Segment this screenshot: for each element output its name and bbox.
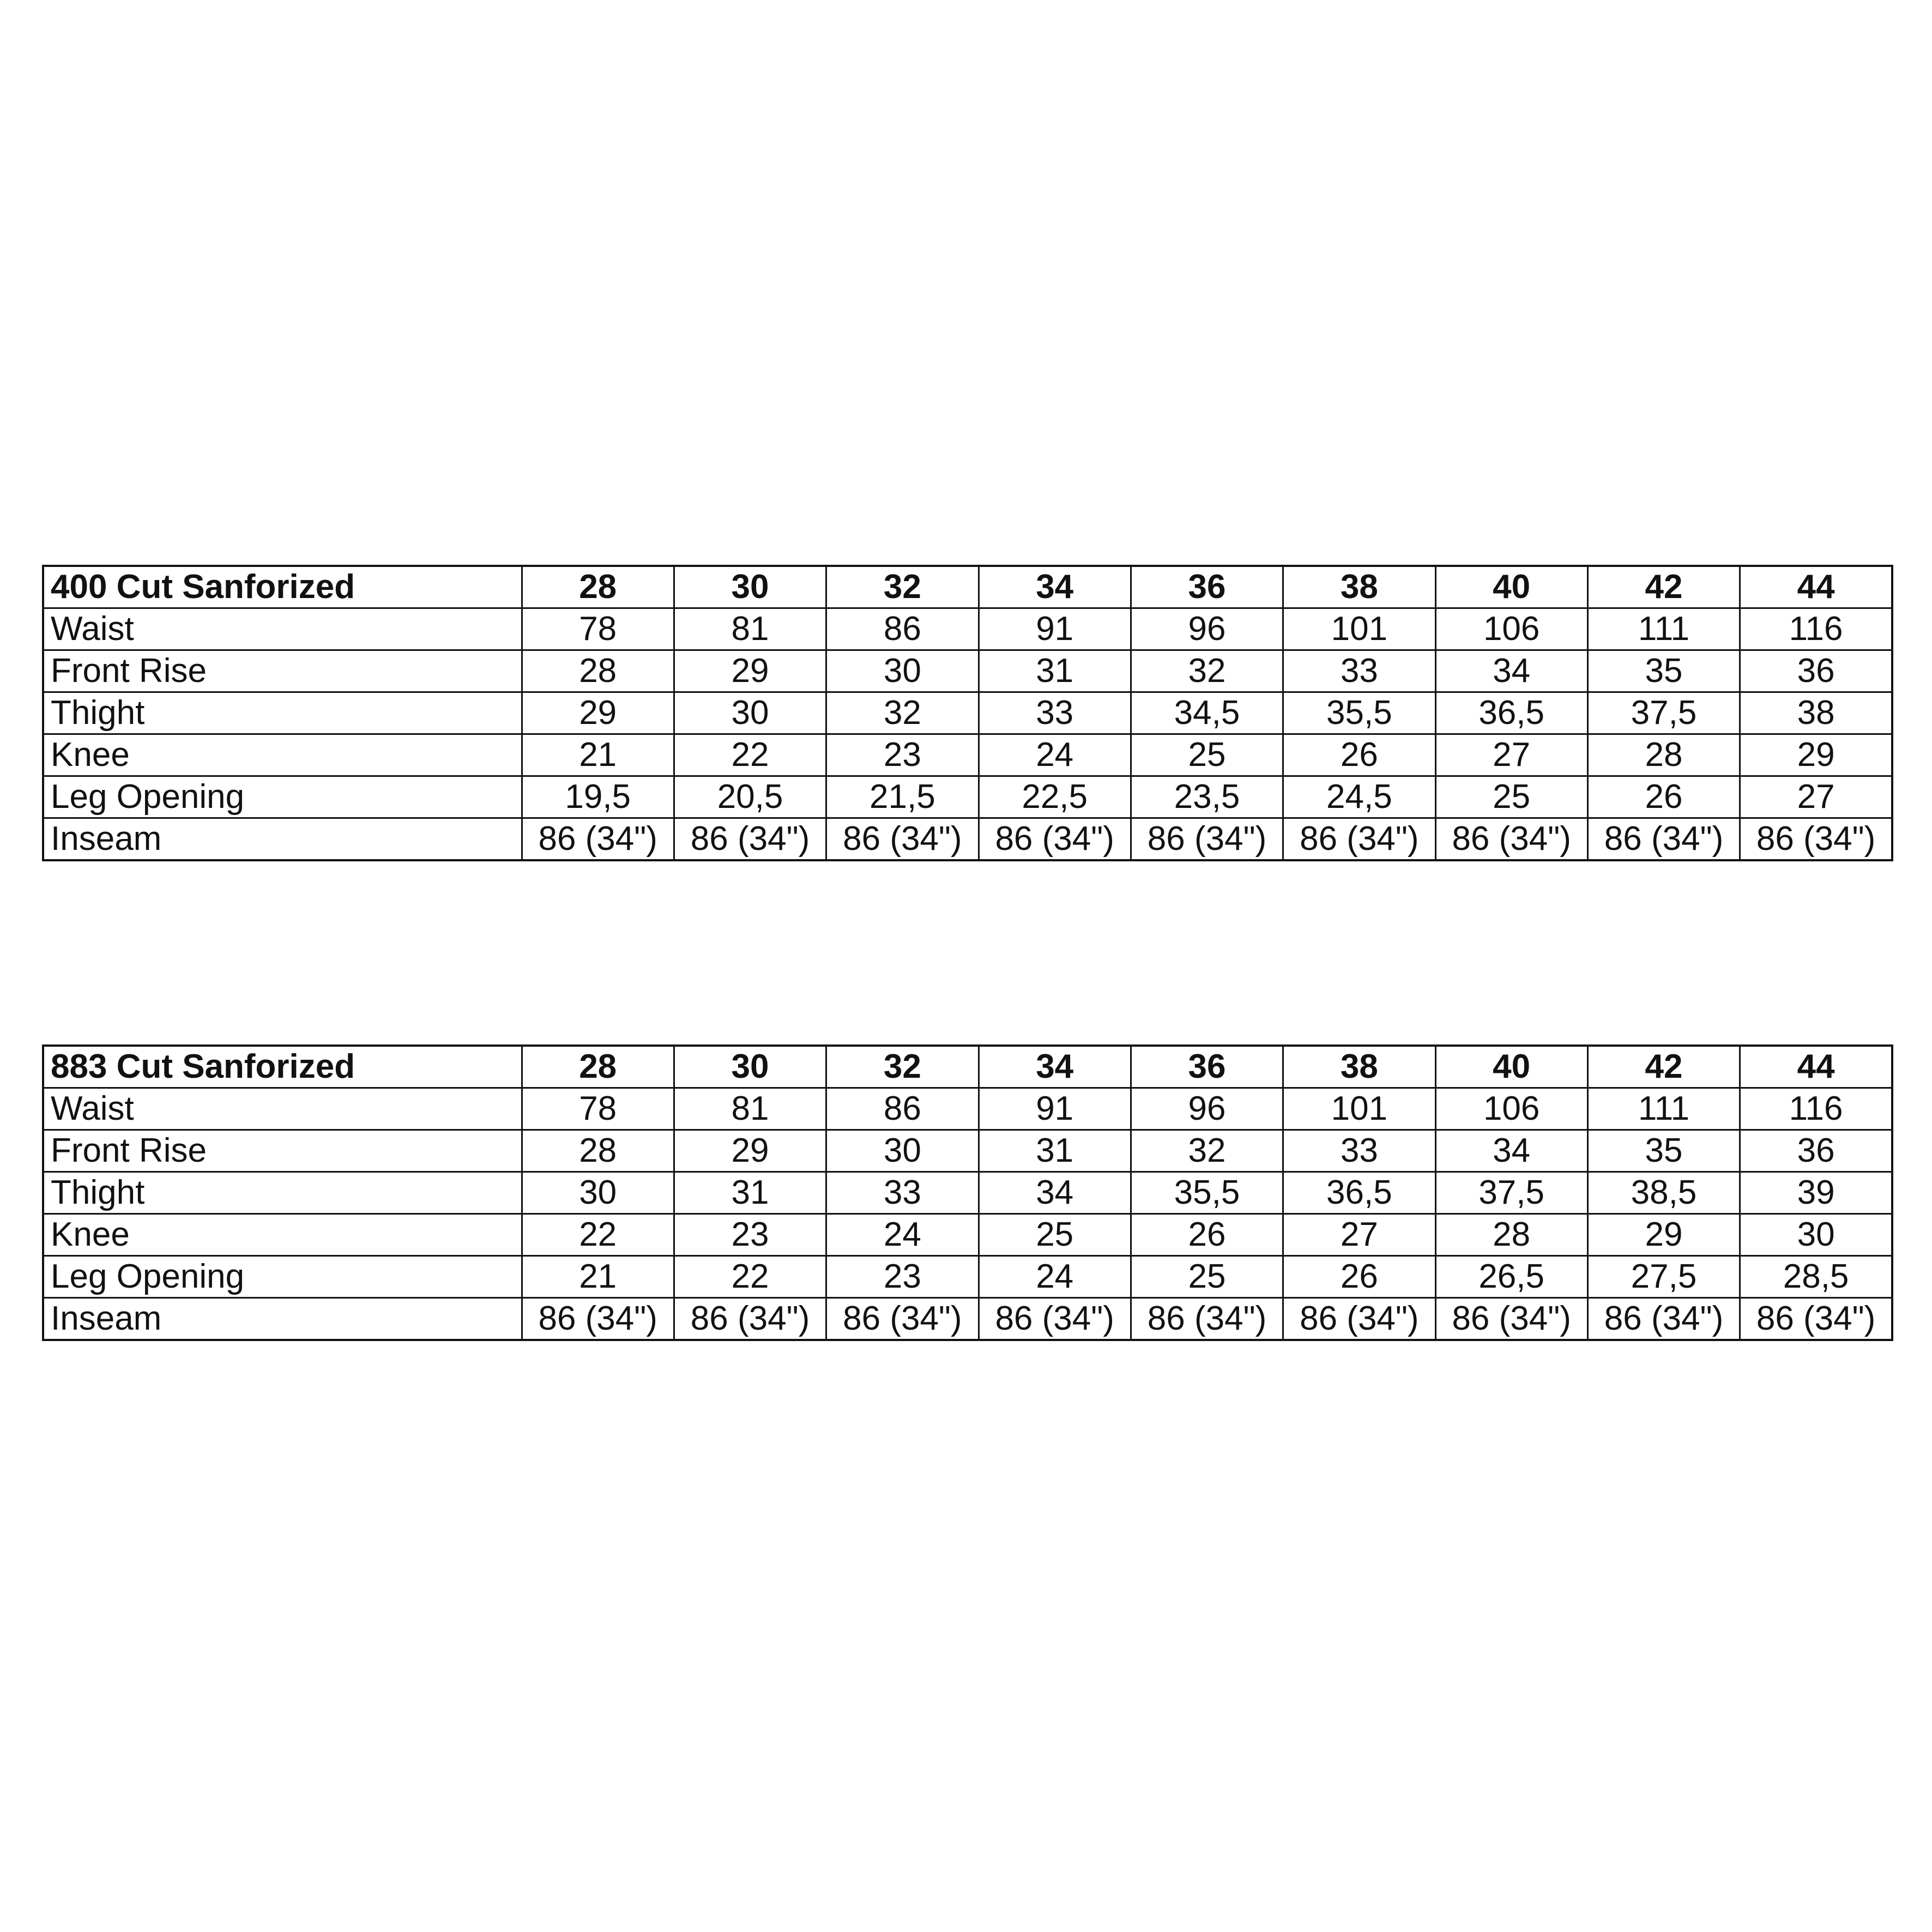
table-header-row: [43, 566, 1892, 608]
measurement-cell: 32: [1131, 1130, 1283, 1172]
measurement-cell: 36: [1740, 650, 1892, 692]
measurement-cell: 36,5: [1435, 692, 1587, 734]
measurement-cell: 33: [1283, 1130, 1435, 1172]
measurement-cell: 30: [1740, 1214, 1892, 1256]
row-label: Front Rise: [43, 1130, 522, 1172]
measurement-cell: 86 (34"): [1740, 818, 1892, 861]
measurement-cell: 101: [1283, 1088, 1435, 1130]
measurement-cell: 86 (34"): [522, 1298, 674, 1341]
measurement-cell: 32: [1131, 650, 1283, 692]
size-table-400-cut: [42, 565, 1893, 861]
size-header-cell: 36: [1131, 566, 1283, 608]
measurement-cell: 27,5: [1587, 1256, 1740, 1298]
row-label: Thight: [43, 1172, 522, 1214]
measurement-cell: 26: [1587, 776, 1740, 818]
measurement-cell: 21,5: [826, 776, 979, 818]
table-body: [43, 1046, 1892, 1340]
measurement-cell: 27: [1435, 734, 1587, 776]
size-header-cell: 30: [674, 1046, 826, 1088]
table-row: [43, 1298, 1892, 1341]
row-label: Waist: [43, 608, 522, 650]
measurement-cell: 86 (34"): [1131, 1298, 1283, 1341]
measurement-cell: 25: [979, 1214, 1131, 1256]
measurement-cell: 22: [674, 734, 826, 776]
measurement-cell: 86 (34"): [979, 818, 1131, 861]
measurement-cell: 86 (34"): [1435, 818, 1587, 861]
measurement-cell: 106: [1435, 1088, 1587, 1130]
measurement-cell: 28: [522, 650, 674, 692]
measurement-cell: 24,5: [1283, 776, 1435, 818]
measurement-cell: 35: [1587, 650, 1740, 692]
measurement-cell: 86: [826, 608, 979, 650]
measurement-cell: 37,5: [1587, 692, 1740, 734]
measurement-cell: 28: [1435, 1214, 1587, 1256]
size-header-cell: 38: [1283, 566, 1435, 608]
row-label: Leg Opening: [43, 1256, 522, 1298]
size-header-cell: 42: [1587, 1046, 1740, 1088]
row-label: Inseam: [43, 818, 522, 861]
size-header-cell: 36: [1131, 1046, 1283, 1088]
size-table-883-cut: [42, 1045, 1893, 1341]
measurement-cell: 30: [522, 1172, 674, 1214]
measurement-cell: 36,5: [1283, 1172, 1435, 1214]
size-header-cell: 34: [979, 1046, 1131, 1088]
measurement-cell: 30: [826, 1130, 979, 1172]
measurement-cell: 23: [674, 1214, 826, 1256]
measurement-cell: 86 (34"): [1435, 1298, 1587, 1341]
measurement-cell: 29: [1740, 734, 1892, 776]
measurement-cell: 35: [1587, 1130, 1740, 1172]
size-header-cell: 30: [674, 566, 826, 608]
measurement-cell: 86 (34"): [1131, 818, 1283, 861]
measurement-cell: 38,5: [1587, 1172, 1740, 1214]
measurement-cell: 116: [1740, 608, 1892, 650]
measurement-cell: 81: [674, 1088, 826, 1130]
measurement-cell: 24: [826, 1214, 979, 1256]
table-row: [43, 650, 1892, 692]
row-label: Waist: [43, 1088, 522, 1130]
measurement-cell: 21: [522, 1256, 674, 1298]
measurement-cell: 26,5: [1435, 1256, 1587, 1298]
measurement-cell: 25: [1131, 734, 1283, 776]
measurement-cell: 78: [522, 1088, 674, 1130]
row-label: Knee: [43, 734, 522, 776]
table-row: [43, 1088, 1892, 1130]
row-label: Inseam: [43, 1298, 522, 1341]
measurement-cell: 34: [1435, 1130, 1587, 1172]
measurement-cell: 86 (34"): [826, 1298, 979, 1341]
measurement-cell: 35,5: [1131, 1172, 1283, 1214]
measurement-cell: 29: [674, 1130, 826, 1172]
size-header-cell: 32: [826, 566, 979, 608]
table-row: [43, 818, 1892, 861]
measurement-cell: 24: [979, 734, 1131, 776]
measurement-cell: 23: [826, 734, 979, 776]
measurement-cell: 22: [522, 1214, 674, 1256]
table-header-row: [43, 1046, 1892, 1088]
measurement-cell: 29: [522, 692, 674, 734]
measurement-cell: 33: [826, 1172, 979, 1214]
table-row: [43, 1130, 1892, 1172]
row-label: Front Rise: [43, 650, 522, 692]
measurement-cell: 28: [522, 1130, 674, 1172]
size-header-cell: 34: [979, 566, 1131, 608]
measurement-cell: 106: [1435, 608, 1587, 650]
measurement-cell: 20,5: [674, 776, 826, 818]
table-row: [43, 608, 1892, 650]
table-row: [43, 1256, 1892, 1298]
table-row: [43, 1214, 1892, 1256]
measurement-cell: 29: [674, 650, 826, 692]
size-header-cell: 40: [1435, 1046, 1587, 1088]
measurement-cell: 26: [1131, 1214, 1283, 1256]
measurement-cell: 86 (34"): [522, 818, 674, 861]
measurement-cell: 86 (34"): [1740, 1298, 1892, 1341]
table-row: [43, 692, 1892, 734]
measurement-cell: 96: [1131, 608, 1283, 650]
measurement-cell: 33: [1283, 650, 1435, 692]
measurement-cell: 86 (34"): [1587, 1298, 1740, 1341]
size-header-cell: 38: [1283, 1046, 1435, 1088]
measurement-cell: 37,5: [1435, 1172, 1587, 1214]
measurement-cell: 38: [1740, 692, 1892, 734]
measurement-cell: 78: [522, 608, 674, 650]
measurement-cell: 30: [674, 692, 826, 734]
measurement-cell: 86 (34"): [1283, 818, 1435, 861]
measurement-cell: 86 (34"): [826, 818, 979, 861]
measurement-cell: 21: [522, 734, 674, 776]
measurement-cell: 23: [826, 1256, 979, 1298]
measurement-cell: 19,5: [522, 776, 674, 818]
measurement-cell: 96: [1131, 1088, 1283, 1130]
measurement-cell: 81: [674, 608, 826, 650]
measurement-cell: 28,5: [1740, 1256, 1892, 1298]
size-header-cell: 32: [826, 1046, 979, 1088]
measurement-cell: 24: [979, 1256, 1131, 1298]
measurement-cell: 34,5: [1131, 692, 1283, 734]
size-header-cell: 42: [1587, 566, 1740, 608]
size-header-cell: 44: [1740, 566, 1892, 608]
table-row: [43, 734, 1892, 776]
measurement-cell: 116: [1740, 1088, 1892, 1130]
row-label: Knee: [43, 1214, 522, 1256]
measurement-cell: 35,5: [1283, 692, 1435, 734]
size-header-cell: 28: [522, 566, 674, 608]
measurement-cell: 86 (34"): [674, 1298, 826, 1341]
row-label: Thight: [43, 692, 522, 734]
measurement-cell: 25: [1435, 776, 1587, 818]
size-header-cell: 44: [1740, 1046, 1892, 1088]
measurement-cell: 101: [1283, 608, 1435, 650]
measurement-cell: 39: [1740, 1172, 1892, 1214]
measurement-cell: 36: [1740, 1130, 1892, 1172]
measurement-cell: 34: [979, 1172, 1131, 1214]
measurement-cell: 29: [1587, 1214, 1740, 1256]
measurement-cell: 28: [1587, 734, 1740, 776]
table-row: [43, 1172, 1892, 1214]
table-row: [43, 776, 1892, 818]
row-label: Leg Opening: [43, 776, 522, 818]
measurement-cell: 86 (34"): [674, 818, 826, 861]
measurement-cell: 27: [1740, 776, 1892, 818]
measurement-cell: 91: [979, 1088, 1131, 1130]
measurement-cell: 111: [1587, 608, 1740, 650]
measurement-cell: 111: [1587, 1088, 1740, 1130]
measurement-cell: 34: [1435, 650, 1587, 692]
measurement-cell: 86 (34"): [1587, 818, 1740, 861]
size-header-cell: 28: [522, 1046, 674, 1088]
measurement-cell: 33: [979, 692, 1131, 734]
measurement-cell: 86 (34"): [979, 1298, 1131, 1341]
table-title: 400 Cut Sanforized: [43, 566, 522, 608]
table-title: 883 Cut Sanforized: [43, 1046, 522, 1088]
measurement-cell: 23,5: [1131, 776, 1283, 818]
measurement-cell: 22,5: [979, 776, 1131, 818]
measurement-cell: 31: [674, 1172, 826, 1214]
measurement-cell: 22: [674, 1256, 826, 1298]
measurement-cell: 25: [1131, 1256, 1283, 1298]
table-body: [43, 566, 1892, 860]
measurement-cell: 32: [826, 692, 979, 734]
measurement-cell: 91: [979, 608, 1131, 650]
measurement-cell: 86: [826, 1088, 979, 1130]
measurement-cell: 26: [1283, 734, 1435, 776]
measurement-cell: 86 (34"): [1283, 1298, 1435, 1341]
measurement-cell: 26: [1283, 1256, 1435, 1298]
measurement-cell: 31: [979, 1130, 1131, 1172]
measurement-cell: 27: [1283, 1214, 1435, 1256]
measurement-cell: 30: [826, 650, 979, 692]
measurement-cell: 31: [979, 650, 1131, 692]
size-header-cell: 40: [1435, 566, 1587, 608]
